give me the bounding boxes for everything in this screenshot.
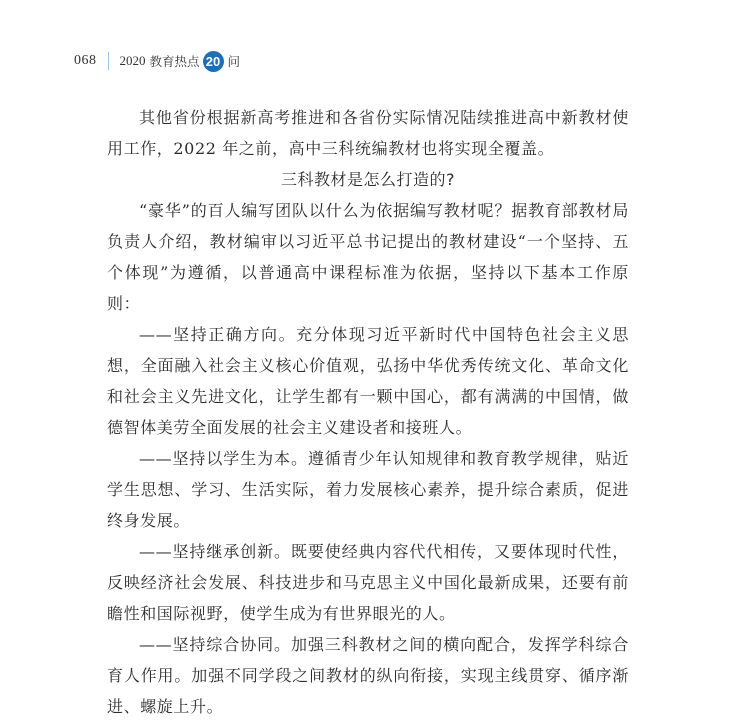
book-title <box>120 51 241 72</box>
page-number: 068 <box>74 53 97 68</box>
book-title-year: 2020 <box>119 53 146 68</box>
book-title-text: 教育热点 <box>149 54 200 69</box>
paragraph-principle-synergy: ——坚持综合协同。加强三科教材之间的横向配合，发挥学科综合育人作用。加强不同学段之间教材的纵向衔接，实现主线贯穿、循序渐进、螺旋上升。 <box>107 635 629 716</box>
page-body <box>107 102 629 722</box>
section-heading: 三科教材是怎么打造的? <box>281 170 455 189</box>
paragraph-sources: “豪华”的百人编写团队以什么为依据编写教材呢？据教育部教材局负责人介绍，教材编审以习近平总书记提出的教材建设“一个坚持、五个体现”为遵循，以普通高中课程标准为依据，坚持以下基本工作原则： <box>107 201 629 313</box>
header-separator <box>108 52 109 70</box>
paragraph-principle-innovation: ——坚持继承创新。既要使经典内容代代相传，又要体现时代性，反映经济社会发展、科技进步和马克思主义中国化最新成果，还要有前瞻性和国际视野，使学生成为有世界眼光的人。 <box>107 542 629 623</box>
book-title-suffix: 问 <box>227 54 241 69</box>
paragraph-principle-student: ——坚持以学生为本。遵循青少年认知规律和教育教学规律，贴近学生思想、学习、生活实际，着力发展核心素养，提升综合素质，促进终身发展。 <box>107 449 629 530</box>
paragraph-principle-direction: ——坚持正确方向。充分体现习近平新时代中国特色社会主义思想，全面融入社会主义核心价值观，弘扬中华优秀传统文化、革命文化和社会主义先进文化，让学生都有一颗中国心，都有满满的中国情，做德智体美劳全面发展的社会主义建设者和接班人。 <box>107 325 629 437</box>
running-header <box>74 50 240 72</box>
intro-paragraph: 其他省份根据新高考推进和各省份实际情况陆续推进高中新教材使用工作，2022 年之前，高中三科统编教材也将实现全覆盖。 <box>107 108 629 158</box>
number-badge: 20 <box>203 51 224 72</box>
